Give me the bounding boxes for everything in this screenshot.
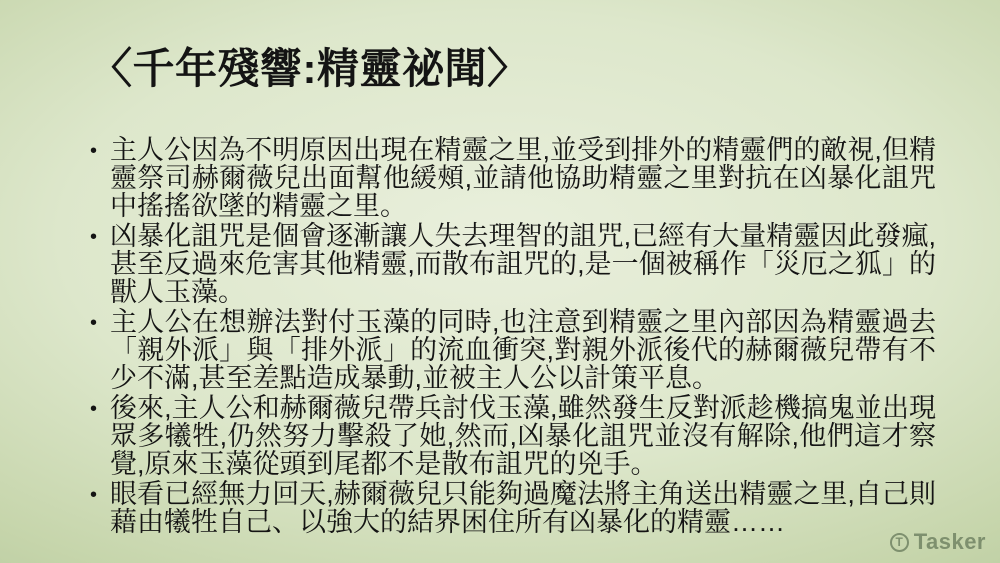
bullet-item	[88, 480, 936, 536]
bullet-text: 主人公因為不明原因出現在精靈之里,並受到排外的精靈們的敵視,但精靈祭司赫爾薇兒出面幫他緩頰,並請他協助精靈之里對抗在凶暴化詛咒中搖搖欲墜的精靈之里。	[110, 135, 936, 221]
bullet-icon: •	[90, 140, 98, 162]
bullet-item	[88, 308, 936, 392]
bullet-list	[88, 136, 936, 538]
slide-title: 〈千年殘響:精靈祕聞〉	[90, 45, 530, 92]
bullet-item	[88, 136, 936, 220]
tasker-logo-icon	[890, 533, 909, 552]
bullet-text: 主人公在想辦法對付玉藻的同時,也注意到精靈之里內部因為精靈過去「親外派」與「排外派」的流血衝突,對親外派後代的赫爾薇兒帶有不少不滿,甚至差點造成暴動,並被主人公以計策平息。	[110, 307, 936, 393]
watermark	[890, 529, 986, 555]
bullet-icon: •	[90, 312, 98, 334]
bullet-icon: •	[90, 398, 98, 420]
bullet-text: 後來,主人公和赫爾薇兒帶兵討伐玉藻,雖然發生反對派趁機搞鬼並出現眾多犧牲,仍然努力擊殺了她,然而,凶暴化詛咒並沒有解除,他們這才察覺,原來玉藻從頭到尾都不是散布詛咒的兇手。	[110, 393, 936, 479]
bullet-item	[88, 394, 936, 478]
watermark-label: Tasker	[913, 529, 986, 554]
bullet-icon: •	[90, 484, 98, 506]
tasker-logo-letter: T	[895, 535, 903, 549]
bullet-item	[88, 222, 936, 306]
bullet-text: 凶暴化詛咒是個會逐漸讓人失去理智的詛咒,已經有大量精靈因此發瘋,甚至反過來危害其他精靈,而散布詛咒的,是一個被稱作「災厄之狐」的獸人玉藻。	[110, 221, 936, 307]
bullet-text: 眼看已經無力回天,赫爾薇兒只能夠過魔法將主角送出精靈之里,自己則藉由犧牲自己、以強大的結界困住所有凶暴化的精靈……	[110, 479, 936, 537]
bullet-icon: •	[90, 226, 98, 248]
